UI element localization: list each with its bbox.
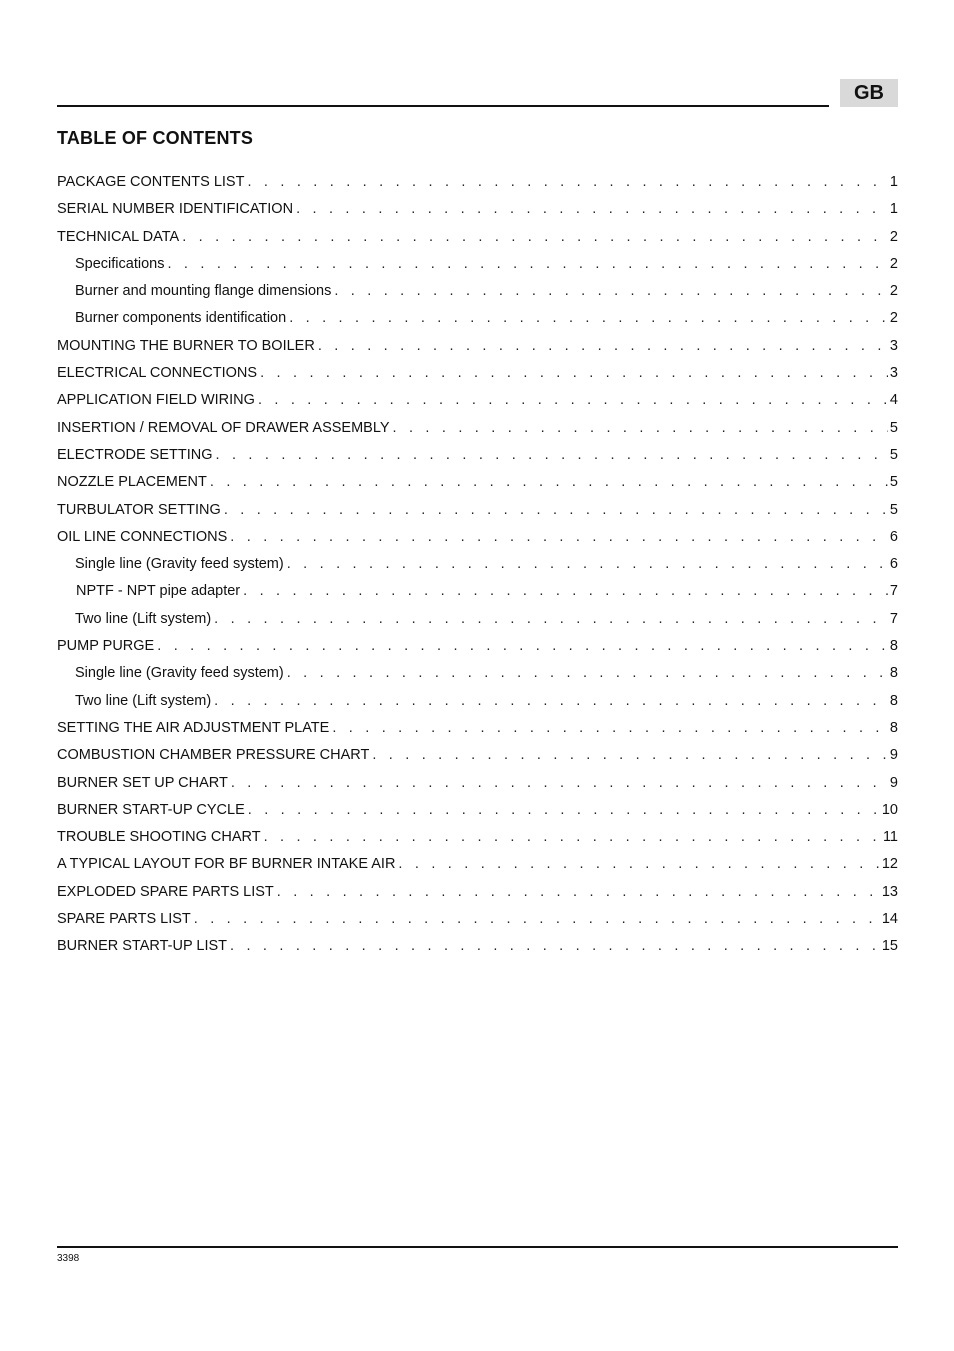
toc-page-number: 5: [889, 501, 898, 518]
toc-page-number: 5: [889, 419, 898, 436]
toc-entry-label: EXPLODED SPARE PARTS LIST: [57, 883, 274, 900]
table-of-contents: [57, 171, 898, 963]
toc-subentry: [57, 580, 898, 607]
toc-dot-leader: [287, 553, 888, 575]
toc-dot-leader: [247, 171, 887, 193]
toc-page-number: 7: [889, 583, 898, 600]
toc-dot-leader: [210, 471, 888, 493]
toc-page-number: 15: [881, 938, 898, 955]
toc-subentry: [57, 690, 898, 717]
toc-entry-label: INSERTION / REMOVAL OF DRAWER ASSEMBLY: [57, 419, 390, 436]
toc-dot-leader: [318, 335, 888, 357]
toc-dot-leader: [398, 853, 879, 875]
toc-entry-label: A TYPICAL LAYOUT FOR BF BURNER INTAKE AIR: [57, 856, 396, 873]
toc-dot-leader: [393, 417, 888, 439]
toc-entry-label: Single line (Gravity feed system): [75, 665, 284, 682]
document-code: 3398: [57, 1253, 80, 1264]
toc-page-number: 2: [889, 310, 898, 327]
toc-entry: [57, 198, 898, 225]
toc-entry-label: OIL LINE CONNECTIONS: [57, 528, 228, 545]
toc-entry-label: ELECTRICAL CONNECTIONS: [57, 365, 258, 382]
toc-entry: [57, 935, 898, 962]
toc-page-number: 12: [881, 856, 898, 873]
toc-entry-label: MOUNTING THE BURNER TO BOILER: [57, 337, 315, 354]
toc-dot-leader: [260, 362, 888, 384]
toc-entry-label: Single line (Gravity feed system): [75, 556, 284, 573]
toc-entry-label: Burner components identification: [75, 310, 287, 327]
toc-entry-label: BURNER START-UP CYCLE: [57, 801, 245, 818]
toc-page-number: 8: [889, 638, 898, 655]
toc-dot-leader: [230, 526, 888, 548]
toc-entry-label: COMBUSTION CHAMBER PRESSURE CHART: [57, 747, 370, 764]
toc-page-number: 1: [889, 201, 898, 218]
toc-entry: [57, 526, 898, 553]
toc-entry: [57, 717, 898, 744]
toc-dot-leader: [264, 826, 881, 848]
toc-entry-label: SPARE PARTS LIST: [57, 911, 191, 928]
toc-dot-leader: [231, 772, 888, 794]
toc-dot-leader: [289, 307, 888, 329]
toc-dot-leader: [214, 690, 888, 712]
toc-entry-label: TROUBLE SHOOTING CHART: [57, 829, 261, 846]
toc-page-number: 8: [889, 665, 898, 682]
toc-entry: [57, 908, 898, 935]
toc-entry: [57, 389, 898, 416]
toc-entry: [57, 826, 898, 853]
toc-entry-label: ELECTRODE SETTING: [57, 446, 213, 463]
toc-entry-label: Two line (Lift system): [75, 692, 212, 709]
toc-entry: [57, 226, 898, 253]
toc-entry-label: SERIAL NUMBER IDENTIFICATION: [57, 201, 294, 218]
toc-entry-label: TURBULATOR SETTING: [57, 501, 221, 518]
toc-entry: [57, 772, 898, 799]
toc-page-number: 2: [889, 228, 898, 245]
toc-dot-leader: [287, 662, 888, 684]
toc-page-number: 9: [889, 774, 898, 791]
toc-page-number: 7: [889, 610, 898, 627]
footer-rule: [57, 1246, 898, 1248]
toc-subentry: [57, 608, 898, 635]
toc-page-number: 10: [881, 801, 898, 818]
toc-page-number: 6: [889, 556, 898, 573]
toc-entry: [57, 853, 898, 880]
toc-entry-label: BURNER SET UP CHART: [57, 774, 228, 791]
toc-page-number: 5: [889, 446, 898, 463]
toc-entry-label: NPTF - NPT pipe adapter: [76, 583, 241, 600]
toc-dot-leader: [182, 226, 888, 248]
toc-dot-leader: [296, 198, 888, 220]
toc-dot-leader: [194, 908, 880, 930]
toc-dot-leader: [277, 881, 880, 903]
toc-entry: [57, 417, 898, 444]
toc-page-number: 14: [881, 911, 898, 928]
toc-dot-leader: [372, 744, 888, 766]
toc-dot-leader: [230, 935, 880, 957]
toc-entry: [57, 881, 898, 908]
toc-subentry: [57, 662, 898, 689]
toc-entry-label: TECHNICAL DATA: [57, 228, 180, 245]
language-badge: GB: [840, 79, 898, 107]
toc-entry-label: PACKAGE CONTENTS LIST: [57, 174, 245, 190]
toc-dot-leader: [214, 608, 888, 630]
toc-page-number: 3: [889, 365, 898, 382]
toc-entry: [57, 471, 898, 498]
toc-dot-leader: [334, 280, 888, 302]
toc-page-number: 13: [881, 883, 898, 900]
toc-entry: [57, 744, 898, 771]
toc-subentry: [57, 553, 898, 580]
toc-page-number: 2: [889, 283, 898, 300]
toc-entry-label: SETTING THE AIR ADJUSTMENT PLATE: [57, 719, 330, 736]
toc-dot-leader: [224, 499, 888, 521]
toc-entry: [57, 799, 898, 826]
toc-page-number: 8: [889, 692, 898, 709]
toc-page-number: 1: [889, 174, 898, 190]
toc-entry: [57, 635, 898, 662]
toc-page-number: 8: [889, 719, 898, 736]
toc-entry: [57, 499, 898, 526]
toc-dot-leader: [216, 444, 888, 466]
toc-entry-label: Specifications: [75, 255, 165, 272]
toc-entry-label: NOZZLE PLACEMENT: [57, 474, 207, 491]
toc-page-number: 9: [889, 747, 898, 764]
toc-subentry: [57, 307, 898, 334]
toc-entry: [57, 171, 898, 198]
page-title: TABLE OF CONTENTS: [57, 128, 254, 148]
toc-entry-label: PUMP PURGE: [57, 638, 155, 655]
toc-dot-leader: [157, 635, 888, 657]
toc-dot-leader: [243, 580, 888, 602]
toc-entry: [57, 444, 898, 471]
toc-page-number: 11: [882, 829, 898, 846]
toc-entry-label: Burner and mounting flange dimensions: [75, 283, 332, 300]
toc-entry-label: APPLICATION FIELD WIRING: [57, 392, 255, 409]
toc-page-number: 3: [889, 337, 898, 354]
toc-subentry: [57, 253, 898, 280]
toc-page-number: 4: [889, 392, 898, 409]
toc-subentry: [57, 280, 898, 307]
toc-page-number: 6: [889, 528, 898, 545]
toc-entry: [57, 362, 898, 389]
toc-dot-leader: [332, 717, 888, 739]
toc-dot-leader: [248, 799, 880, 821]
toc-page-number: 2: [889, 255, 898, 272]
toc-dot-leader: [167, 253, 887, 275]
toc-entry-label: Two line (Lift system): [75, 610, 212, 627]
toc-dot-leader: [258, 389, 888, 411]
toc-entry-label: BURNER START-UP LIST: [57, 938, 228, 955]
toc-page-number: 5: [889, 474, 898, 491]
header-rule: [57, 105, 829, 107]
toc-entry: [57, 335, 898, 362]
